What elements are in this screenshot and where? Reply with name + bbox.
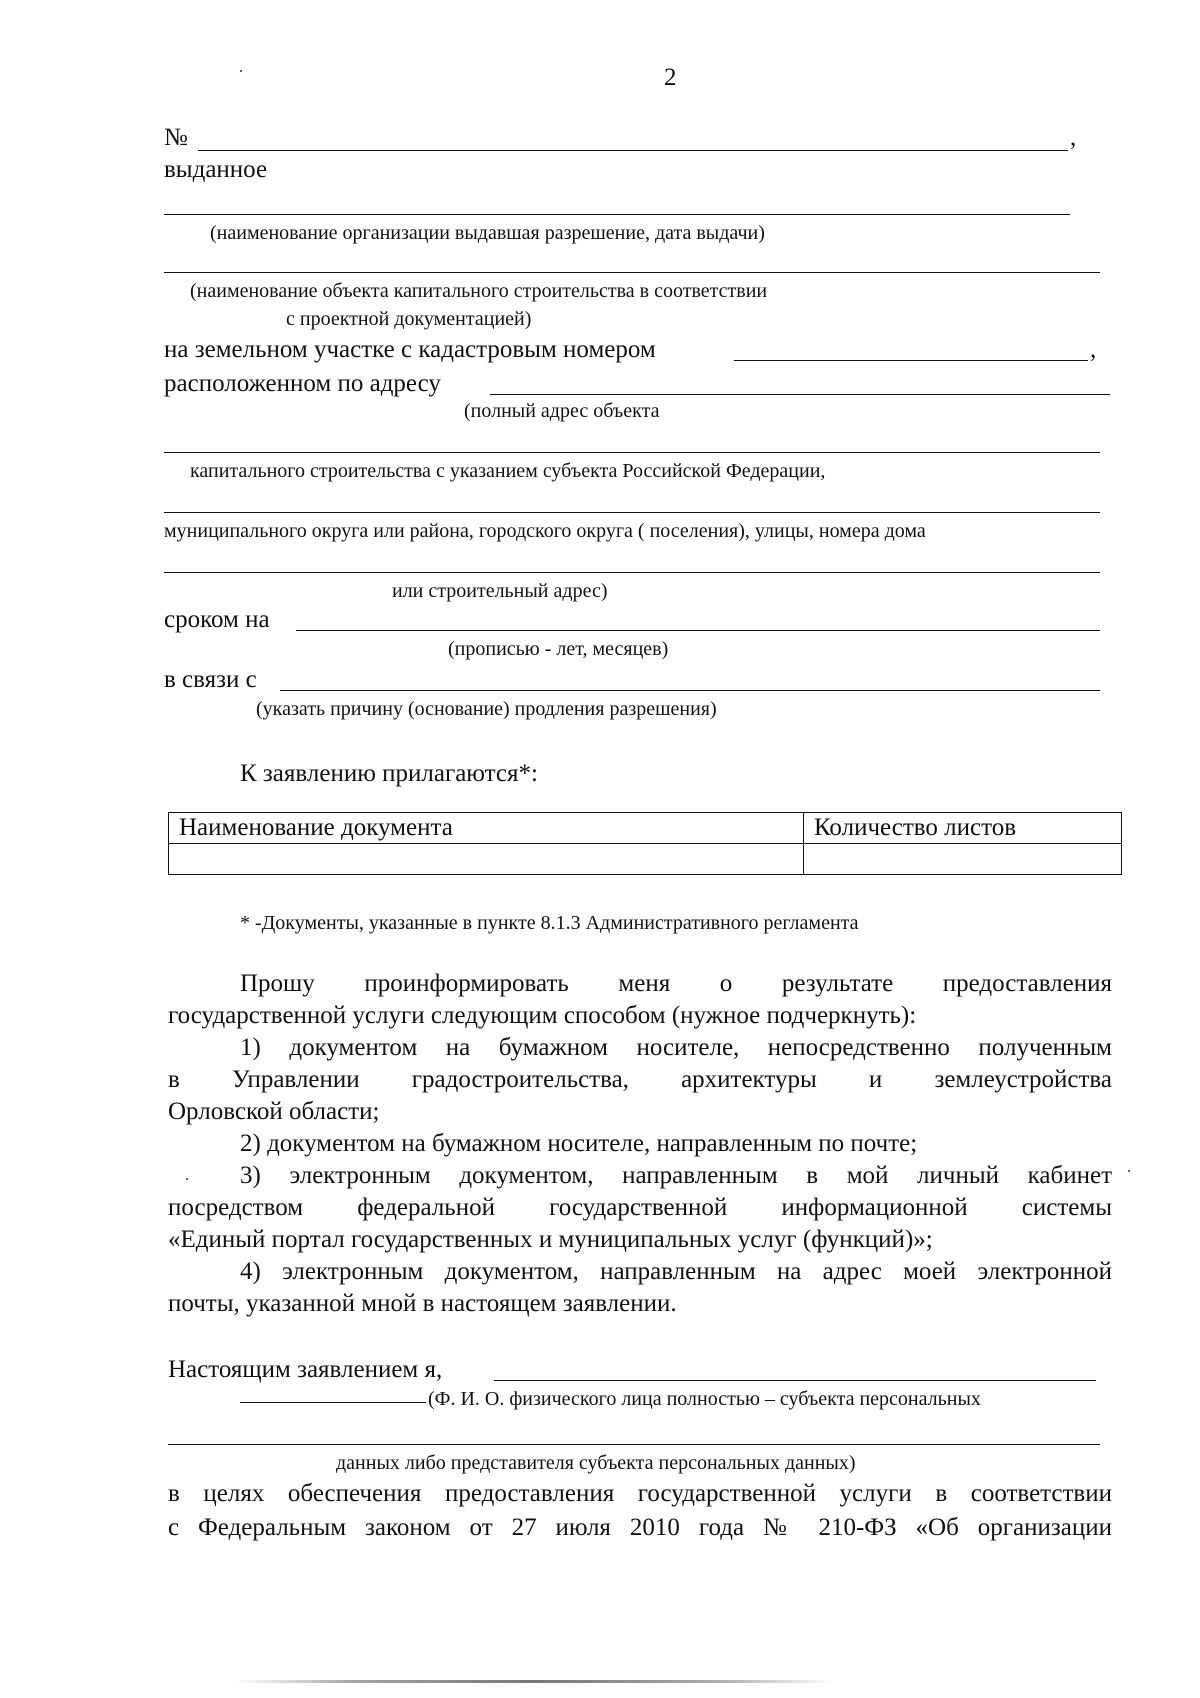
consent-line-1: в целях обеспечения предоставления государственной услуги в соответствии <box>168 1480 1112 1507</box>
cadastral-label: на земельном участке с кадастровым номером <box>164 336 656 363</box>
consent-note-2: данных либо представителя субъекта персональных данных) <box>336 1452 856 1474</box>
cadastral-number-line[interactable] <box>734 360 1088 361</box>
option-3-line-1: 3) электронным документом, направленным в мой личный кабинет <box>240 1162 1112 1189</box>
comma: , <box>1090 336 1097 363</box>
scan-speck <box>240 70 242 72</box>
note-object-1: (наименование объекта капитального строительства в соответствии <box>190 280 768 302</box>
issued-label: выданное <box>164 156 268 183</box>
inform-paragraph-line-1: Прошу проинформировать меня о результате предоставления <box>240 970 1112 997</box>
scan-speck <box>1128 1170 1130 1172</box>
scan-edge-artifact <box>236 1680 836 1683</box>
option-1-line-1: 1) документом на бумажном носителе, непосредственно полученным <box>240 1034 1112 1061</box>
address-line-2[interactable] <box>164 452 1100 453</box>
inform-paragraph-line-2: государственной услуги следующим способом (нужное подчеркнуть): <box>168 1002 917 1029</box>
address-line-4[interactable] <box>164 572 1100 573</box>
option-2: 2) документом на бумажном носителе, направленным по почте; <box>240 1130 918 1157</box>
address-line[interactable] <box>490 394 1110 395</box>
term-label: сроком на <box>164 606 270 633</box>
reason-line[interactable] <box>280 690 1100 691</box>
column-header-document: Наименование документа <box>169 813 804 844</box>
note-object-2: с проектной документацией) <box>286 308 532 330</box>
attachments-footnote: * -Документы, указанные в пункте 8.1.3 Административного регламента <box>240 912 859 934</box>
note-organization: (наименование организации выдавшая разрешение, дата выдачи) <box>210 222 765 244</box>
term-line[interactable] <box>296 630 1100 631</box>
number-sign: № <box>164 124 188 151</box>
option-1-line-2: в Управлении градостроительства, архитектуры и землеустройства <box>168 1066 1112 1093</box>
full-name-line-2[interactable] <box>168 1444 1100 1445</box>
option-4-line-2: почты, указанной мной в настоящем заявлении. <box>168 1290 677 1317</box>
object-name-line[interactable] <box>164 272 1100 273</box>
note-address-4: или строительный адрес) <box>392 580 608 602</box>
comma: , <box>1070 124 1077 151</box>
document-name-cell[interactable] <box>169 844 804 875</box>
table-header-row <box>169 813 1122 844</box>
reason-note: (указать причину (основание) продления разрешения) <box>256 698 717 720</box>
note-address-2: капитального строительства с указанием субъекта Российской Федерации, <box>190 460 826 482</box>
reason-label: в связи с <box>164 666 257 693</box>
term-note: (прописью - лет, месяцев) <box>448 638 669 660</box>
attachments-table <box>168 812 1122 875</box>
option-1-line-3: Орловской области; <box>168 1098 380 1125</box>
issuer-line[interactable] <box>164 214 1070 215</box>
option-3-line-3: «Единый портал государственных и муниципальных услуг (функций)»; <box>168 1226 933 1253</box>
option-4-line-1: 4) электронным документом, направленным на адрес моей электронной <box>240 1258 1112 1285</box>
column-header-sheets: Количество листов <box>804 813 1122 844</box>
note-address-1: (полный адрес объекта <box>464 400 660 422</box>
scan-speck <box>186 1178 188 1180</box>
option-3-line-2: посредством федеральной государственной информационной системы <box>168 1194 1112 1221</box>
sheet-count-cell[interactable] <box>804 844 1122 875</box>
address-label: расположенном по адресу <box>164 370 441 397</box>
full-name-line-short <box>240 1402 426 1403</box>
full-name-line[interactable] <box>494 1380 1096 1381</box>
consent-line-2: с Федеральным законом от 27 июля 2010 года № 210-ФЗ «Об организации <box>168 1514 1112 1541</box>
note-address-3: муниципального округа или района, городского округа ( поселения), улицы, номера дома <box>164 520 926 542</box>
consent-label: Настоящим заявлением я, <box>168 1356 443 1383</box>
table-row <box>169 844 1122 875</box>
permit-number-line[interactable] <box>198 150 1068 151</box>
attachments-heading: К заявлению прилагаются*: <box>240 760 538 787</box>
consent-note-1: (Ф. И. О. физического лица полностью – субъекта персональных <box>428 1388 981 1410</box>
address-line-3[interactable] <box>164 512 1100 513</box>
page-number: 2 <box>664 64 677 91</box>
